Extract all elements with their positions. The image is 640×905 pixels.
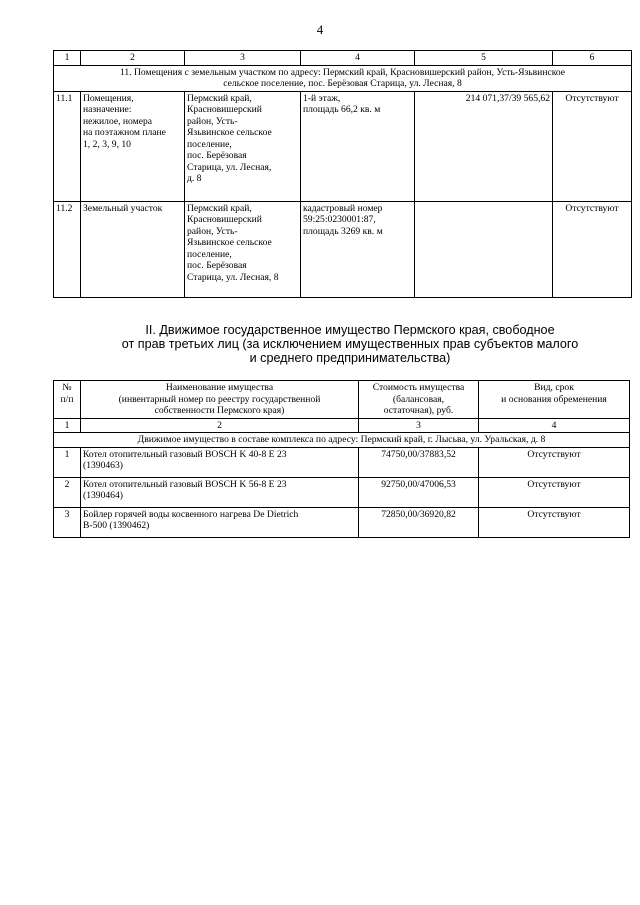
group-row [54, 65, 632, 91]
table-row [54, 507, 630, 537]
specs-cell [301, 91, 415, 201]
page-number: 4 [316, 22, 324, 37]
table-row [54, 91, 632, 201]
address-line: Пермский край, [187, 202, 252, 214]
row-number: 2 [54, 477, 81, 507]
address-line: д. 8 [187, 173, 202, 184]
address-line: пос. Берёзовая [187, 260, 247, 271]
group-title-cell: Движимое имущество в составе комплекса по адресу: Пермский край, г. Лысьва, ул. Уральская, д. 8 [54, 433, 630, 448]
row-number: 1 [54, 447, 81, 477]
address-cell [185, 91, 301, 201]
row-number: 11.1 [54, 91, 81, 201]
encumbrance-cell: Отсутствуют [553, 91, 632, 201]
item-name-line: (1390463) [83, 460, 123, 471]
property-name-cell [81, 91, 185, 201]
specs-line: кадастровый номер [303, 202, 383, 214]
value-cell: 214 071,37/39 565,62 [415, 91, 553, 201]
col-number: 4 [301, 51, 415, 66]
section-title-line: от прав третьих лиц (за исключением имущественных прав субъектов малого [121, 337, 579, 351]
encumbrance-cell: Отсутствуют [553, 201, 632, 297]
property-name-line: на поэтажном плане [83, 127, 166, 138]
specs-line: 1-й этаж, [303, 92, 341, 104]
col-number: 2 [81, 51, 185, 66]
col-number: 1 [54, 51, 81, 66]
group-title-line: сельское поселение, пос. Берёзовая Старица, ул. Лесная, 8 [223, 78, 462, 89]
col-number: 4 [479, 418, 630, 433]
item-name-cell [81, 447, 359, 477]
column-number-row [54, 51, 632, 66]
section-title-line: и среднего предпринимательства) [249, 351, 451, 365]
group-row [54, 433, 630, 448]
header-line: собственности Пермского края) [154, 405, 285, 416]
col-number: 5 [415, 51, 553, 66]
specs-line: площадь 3269 кв. м [303, 225, 383, 237]
header-line: (балансовая, [392, 393, 445, 405]
address-line: поселение, [187, 248, 232, 260]
col-number: 6 [553, 51, 632, 66]
specs-line: 59:25:0230001:87, [303, 214, 376, 225]
address-line: Старица, ул. Лесная, [187, 161, 272, 173]
value-cell: 74750,00/37883,52 [359, 447, 479, 477]
col-number: 1 [54, 418, 81, 433]
col-number: 3 [185, 51, 301, 66]
header-line: № [62, 382, 72, 393]
address-line: Пермский край, [187, 92, 252, 104]
property-name-line: 1, 2, 3, 9, 10 [83, 138, 131, 150]
value-cell [415, 201, 553, 297]
property-name-line: нежилое, номера [83, 115, 153, 127]
property-table-part-1 [53, 50, 632, 298]
value-cell: 92750,00/47006,53 [359, 477, 479, 507]
header-line: п/п [60, 393, 74, 405]
property-name-line: Помещения, [83, 92, 134, 104]
header-line: остаточная), руб. [383, 405, 454, 416]
header-row [54, 381, 630, 419]
specs-line: площадь 66,2 кв. м [303, 104, 381, 115]
address-line: район, Усть- [187, 115, 238, 127]
section-title-line: II. Движимое государственное имущество Пермского края, свободное [145, 323, 555, 337]
item-name-cell [81, 507, 359, 537]
value-cell: 72850,00/36920,82 [359, 507, 479, 537]
header-name [81, 381, 359, 419]
address-cell [185, 201, 301, 297]
address-line: пос. Берёзовая [187, 150, 247, 161]
address-line: поселение, [187, 138, 232, 150]
item-name-line: B-500 (1390462) [83, 520, 150, 531]
row-number: 11.2 [54, 201, 81, 297]
address-line: район, Усть- [187, 225, 238, 237]
col-number: 2 [81, 418, 359, 433]
property-name-line: Земельный участок [83, 202, 163, 214]
address-line: Язьвинское сельское [187, 237, 272, 248]
header-value [359, 381, 479, 419]
property-name-cell [81, 201, 185, 297]
table-row [54, 201, 632, 297]
header-line: Наименование имущества [165, 382, 274, 393]
specs-cell [301, 201, 415, 297]
encumbrance-cell: Отсутствуют [479, 507, 630, 537]
group-title-line: 11. Помещения с земельным участком по адресу: Пермский край, Красновишерский район, Усть-Язьвинское [119, 66, 566, 78]
column-number-row [54, 418, 630, 433]
item-name-line: Котел отопительный газовый BOSCH K 40-8 E 23 [83, 448, 287, 460]
header-line: (инвентарный номер по реестру государственной [118, 393, 321, 405]
header-line: и основания обременения [501, 393, 607, 405]
property-name-line: назначение: [83, 104, 132, 115]
header-number [54, 381, 81, 419]
item-name-line: (1390464) [83, 490, 123, 501]
address-line: Красновишерский [187, 104, 262, 115]
header-line: Стоимость имущества [372, 382, 465, 393]
col-number: 3 [359, 418, 479, 433]
address-line: Старица, ул. Лесная, 8 [187, 271, 279, 283]
header-line: Вид, срок [534, 382, 574, 393]
row-number: 3 [54, 507, 81, 537]
item-name-cell [81, 477, 359, 507]
address-line: Красновишерский [187, 214, 262, 225]
group-title-cell [54, 65, 632, 91]
item-name-line: Котел отопительный газовый BOSCH K 56-8 E 23 [83, 478, 287, 490]
table-row [54, 477, 630, 507]
table-row [54, 447, 630, 477]
encumbrance-cell: Отсутствуют [479, 447, 630, 477]
movable-property-table [53, 380, 630, 538]
header-encumbrance [479, 381, 630, 419]
section-2-title [60, 323, 640, 365]
encumbrance-cell: Отсутствуют [479, 477, 630, 507]
item-name-line: Бойлер горячей воды косвенного нагрева De Dietrich [83, 508, 299, 520]
address-line: Язьвинское сельское [187, 127, 272, 138]
